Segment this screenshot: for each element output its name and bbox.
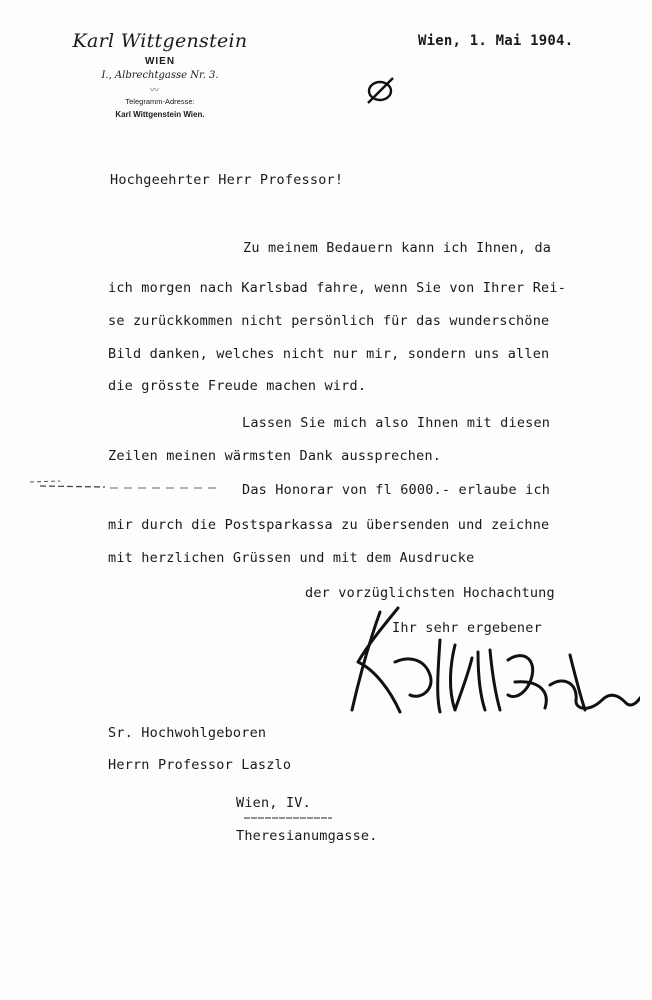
letterhead-name: Karl Wittgenstein — [72, 30, 248, 52]
letterhead-ornament: 〰 — [150, 86, 160, 96]
body-line: Zeilen meinen wärmsten Dank aussprechen. — [108, 448, 442, 464]
letter-date: Wien, 1. Mai 1904. — [418, 33, 574, 49]
margin-dash-marks — [30, 478, 220, 498]
body-line: Lassen Sie mich also Ihnen mit diesen — [242, 415, 551, 431]
letterhead-city: WIEN — [144, 56, 176, 67]
body-line: se zurückkommen nicht persönlich für das wunderschöne — [108, 313, 550, 329]
letterhead-telegram-address: Karl Wittgenstein Wien. — [115, 110, 205, 119]
recipient-line: Herrn Professor Laszlo — [108, 757, 292, 773]
closing-line: Ihr sehr ergebener — [392, 620, 542, 636]
closing-line: der vorzüglichsten Hochachtung — [305, 585, 555, 601]
body-line: ich morgen nach Karlsbad fahre, wenn Sie von Ihrer Rei- — [108, 280, 567, 296]
recipient-line: Theresianumgasse. — [236, 828, 378, 844]
body-line: Das Honorar von fl 6000.- erlaube ich — [242, 482, 551, 498]
recipient-line: Sr. Hochwohlgeboren — [108, 725, 267, 741]
underline-divider — [244, 816, 332, 820]
recipient-line: Wien, IV. — [236, 795, 311, 811]
body-line: mir durch die Postsparkassa zu übersenden und zeichne — [108, 517, 550, 533]
body-line: mit herzlichen Grüssen und mit dem Ausdrucke — [108, 550, 475, 566]
handwritten-signature — [340, 600, 640, 730]
body-line: die grösste Freude machen wird. — [108, 378, 367, 394]
letterhead-telegram-label: Telegramm-Adresse: — [125, 97, 195, 106]
body-line: Zu meinem Bedauern kann ich Ihnen, da — [243, 240, 552, 256]
letterhead-address: I., Albrechtgasse Nr. 3. — [101, 70, 219, 81]
salutation: Hochgeehrter Herr Professor! — [110, 172, 344, 188]
archive-mark-icon — [362, 72, 398, 108]
body-line: Bild danken, welches nicht nur mir, sondern uns allen — [108, 346, 550, 362]
